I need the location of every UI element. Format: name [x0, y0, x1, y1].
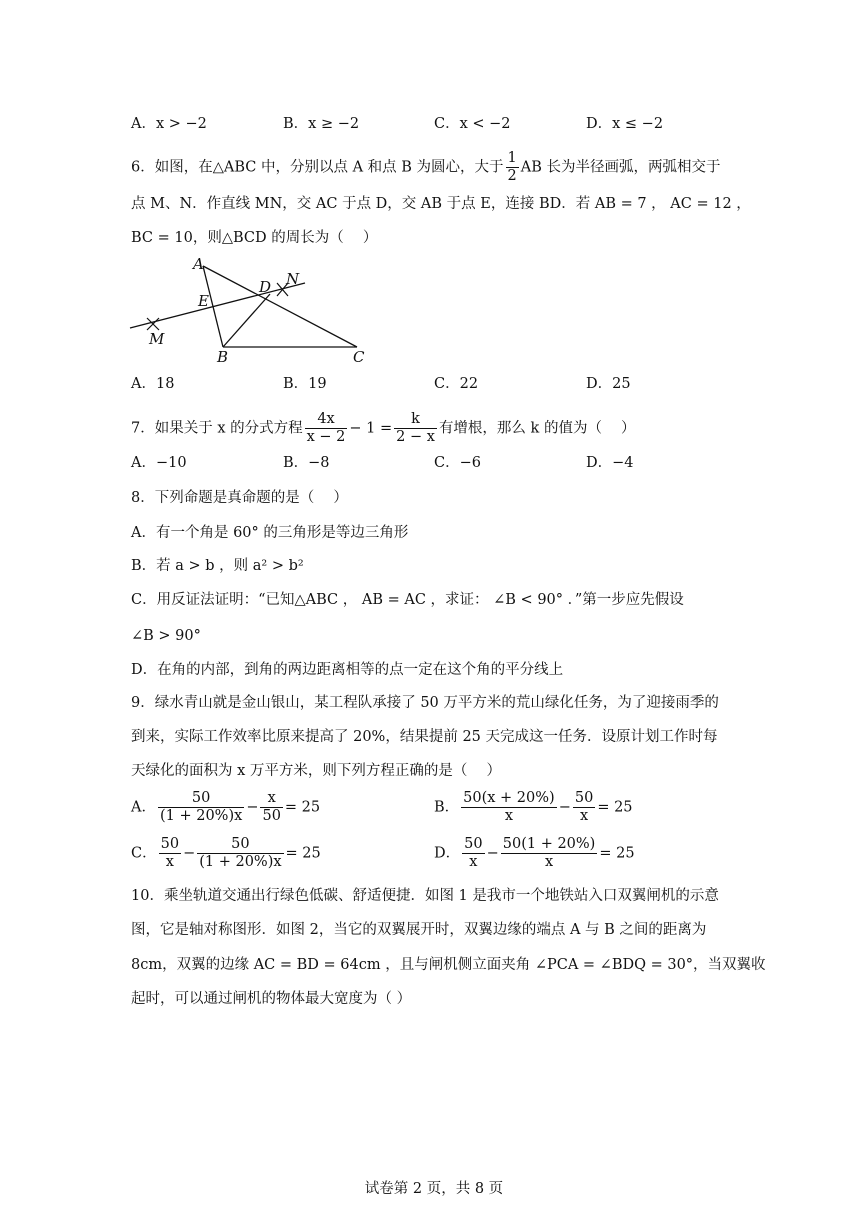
label-a: A — [193, 255, 204, 273]
q5-option-c: C．x < −2 — [434, 116, 511, 132]
q5-option-a: A．x > −2 — [131, 116, 207, 132]
q6-option-a: A．18 — [131, 376, 175, 392]
q10-stem-line4: 起时，可以通过闸机的物体最大宽度为（ ） — [131, 991, 412, 1007]
q9-option-d: D． $\frac{50}{x}$ − $\frac{50(1 + 20\%)}{x}$ = 25 — [434, 836, 635, 870]
page-footer: 试卷第 2 页，共 8 页 — [364, 1181, 504, 1197]
q6-option-c: C．22 — [434, 376, 479, 392]
q8-option-d: D．在角的内部，到角的两边距离相等的点一定在这个角的平分线上 — [131, 662, 564, 678]
q9-option-c: C． $\frac{50}{x}$ − $\frac{50}{(1 + 20\%)x}$ = 25 — [131, 836, 321, 870]
label-c: C — [353, 348, 365, 366]
label-e: E — [198, 292, 209, 310]
q6-stem-line2: 点 M、N．作直线 MN，交 AC 于点 D，交 AB 于点 E，连接 BD．若 AB = 7 ， AC = 12 ， — [131, 196, 751, 212]
label-d: D — [259, 278, 272, 296]
q8-option-b: B．若 a > b ，则 a² > b² — [131, 558, 304, 574]
label-n: N — [286, 270, 300, 288]
q9-stem-line2: 到来，实际工作效率比原来提高了 20%，结果提前 25 天完成这一任务．设原计划工作时每 — [131, 729, 718, 745]
q9-option-a: A． $\frac{50}{(1 + 20\%)x}$ − $\frac{x}{50}$ = 25 — [131, 790, 321, 824]
fraction-half: $\frac{1}{2}$ — [507, 150, 517, 184]
q9-option-b: B． $\frac{50(x + 20\%)}{x}$ − $\frac{50}{x}$ = 25 — [434, 790, 633, 824]
triangle-figure — [125, 252, 385, 367]
q7-option-d: D．−4 — [586, 455, 634, 471]
q8-stem: 8．下列命题是真命题的是（ ） — [131, 490, 348, 506]
q8-option-c-line1: C．用反证法证明：“已知△ABC ， AB = AC ，求证： ∠B < 90° ．”第一步应先假设 — [131, 592, 684, 608]
q7-option-c: C．−6 — [434, 455, 481, 471]
q5-option-d: D．x ≤ −2 — [586, 116, 664, 132]
q9-stem-line1: 9．绿水青山就是金山银山，某工程队承接了 50 万平方米的荒山绿化任务，为了迎接雨季的 — [131, 695, 719, 711]
q6-stem-line3: BC = 10，则△BCD 的周长为（ ） — [131, 230, 378, 246]
label-m: M — [149, 330, 165, 348]
q5-option-b: B．x ≥ −2 — [283, 116, 360, 132]
q8-option-c-line2: ∠B > 90° — [131, 628, 201, 644]
q7-stem: 7．如果关于 x 的分式方程 $\frac{4x}{x - 2}$ − 1 = $\frac{k}{2 - x}$ 有增根，那么 k 的值为（ ） — [131, 411, 636, 445]
q10-stem-line2: 图，它是轴对称图形．如图 2，当它的双翼展开时，双翼边缘的端点 A 与 B 之间的距离为 — [131, 922, 707, 938]
q10-stem-line1: 10．乘坐轨道交通出行绿色低碳、舒适便捷．如图 1 是我市一个地铁站入口双翼闸机的示意 — [131, 888, 719, 904]
q6-option-b: B．19 — [283, 376, 327, 392]
q7-option-a: A．−10 — [131, 455, 187, 471]
q6-option-d: D．25 — [586, 376, 631, 392]
label-b: B — [217, 348, 229, 366]
q7-option-b: B．−8 — [283, 455, 330, 471]
q8-option-a: A．有一个角是 60° 的三角形是等边三角形 — [131, 525, 409, 541]
q10-stem-line3: 8cm，双翼的边缘 AC = BD = 64cm ，且与闸机侧立面夹角 ∠PCA = ∠BDQ = 30°，当双翼收 — [131, 957, 766, 973]
q9-stem-line3: 天绿化的面积为 x 万平方米，则下列方程正确的是（ ） — [131, 763, 502, 779]
q6-stem-line1: 6．如图，在△ABC 中，分别以点 A 和点 B 为圆心，大于 $\frac{1}{2}$ AB 长为半径画弧，两弧相交于 — [131, 150, 721, 184]
